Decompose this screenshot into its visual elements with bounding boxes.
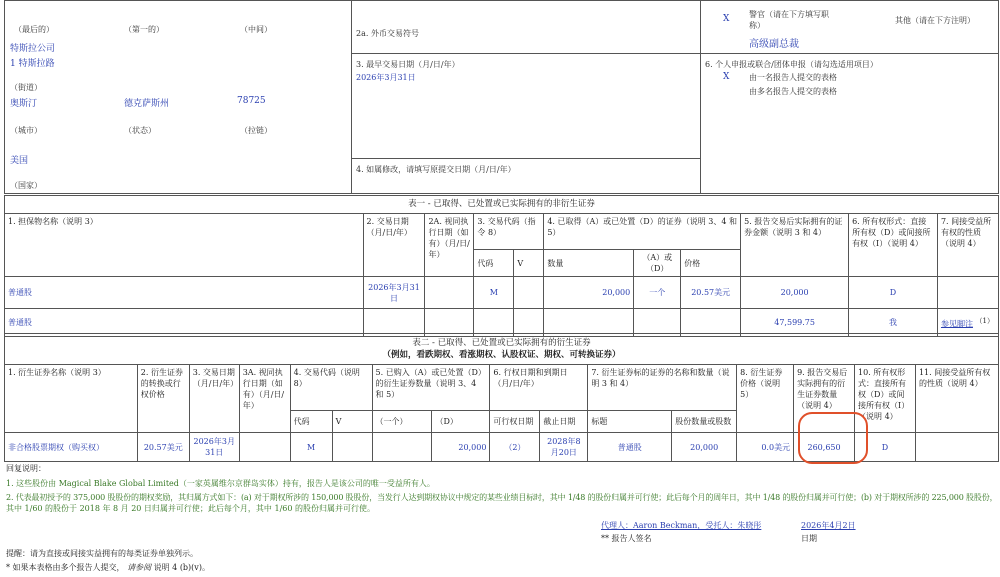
box3-label: 3. 最早交易日期（月/日/年） [356, 60, 460, 69]
date-label: 日期 [801, 534, 817, 543]
t2-r1-owned: 260,650 [794, 433, 855, 462]
header-col-divider-2 [700, 0, 701, 194]
t2-r1-d: 20,000 [432, 433, 490, 462]
multi-filer-text: * 如果本表格由多个报告人提交， [6, 563, 125, 572]
t1-sub-price: 价格 [681, 250, 741, 277]
table-two-title: 表二 - 已取得、已处置或已实际拥有的衍生证券 [412, 338, 591, 348]
signature-name: 代理人：Aaron Beckman，受托人：朱晓彤 [601, 521, 762, 530]
zip-value: 78725 [237, 96, 266, 106]
header-mid-line-2 [351, 158, 700, 159]
header-col-divider-1 [351, 0, 352, 194]
state-value: 德克萨斯州 [124, 99, 170, 109]
t2-header-underlying: 7. 衍生证券标的证券的名称和数量（说明 3 和 4） [588, 365, 737, 411]
note-2a: 2. 代表最初授予的 375,000 股股份的期权奖励，其归属方式如下：(a) 对于期权所涉的 150,000 股股份，当发行人达到期权协议中规定的某些业绩目标时，其中 1/48 的股份归属并可行使；此后每个月的周年日，其中 1/48 的股份归属并可行使；(b) 对于期权所涉的 225,000 股股份， [6, 493, 998, 502]
t1-r2-footnote: （1） [975, 316, 994, 325]
t2-header-deemed: 3A. 视同执行日期（如有）（月/日/年） [239, 365, 290, 433]
t2-r1-nature [915, 433, 998, 462]
t2-r1-exercisable: （2） [490, 433, 540, 462]
box6-option-multiple: 由多名报告人提交的表格 [749, 87, 837, 96]
street-label: （街道） [10, 83, 42, 92]
t1-r1-ad: 一个 [634, 277, 681, 309]
t1-sub-v: V [514, 250, 544, 277]
t2-header-exercise: 6. 行权日期和到期日（月/日/年） [490, 365, 588, 411]
t2-r1-expiry: 2028年8月20日 [540, 433, 588, 462]
t2-sub-code: 代码 [290, 411, 332, 433]
table-one [4, 195, 999, 337]
city-label: （城市） [10, 126, 42, 135]
t2-sub-title: 标题 [588, 411, 672, 433]
officer-label: 警官（请在下方填写职称） [749, 10, 829, 30]
t1-r1-code: M [474, 277, 514, 309]
street-value: 1 特斯拉路 [10, 59, 55, 69]
t2-r1-date: 2026年3月31日 [189, 433, 239, 462]
table-row [5, 277, 999, 309]
t2-header-date: 3. 交易日期（月/日/年） [189, 365, 239, 433]
t1-r2-owned: 47,599.75 [741, 309, 849, 337]
t2-header-owned: 9. 报告交易后实际拥有的衍生证券数量（说明 4） [794, 365, 855, 433]
other-label: 其他（请在下方注明） [895, 16, 975, 25]
t2-header-price: 2. 衍生证券的转换或行权价格 [137, 365, 189, 433]
t1-header-nature: 7. 间接受益所有权的性质（说明 4） [937, 214, 998, 277]
box6-option-single: 由一名报告人提交的表格 [749, 73, 837, 82]
t2-header-nature: 11. 间接受益所有权的性质（说明 4） [915, 365, 998, 433]
multi-filer-tail: 说明 4 (b)(v)。 [153, 563, 210, 572]
multi-filer-ref: 请参阅 [127, 563, 152, 572]
t1-r1-date: 2026年3月31日 [363, 277, 425, 309]
t1-header-form: 6. 所有权形式：直接所有权（D）或间接所有权（I）（说明 4） [849, 214, 938, 277]
table-one-title: 表一 - 已取得、已处置或已实际拥有的非衍生证券 [5, 196, 999, 214]
t1-sub-code: 代码 [474, 250, 514, 277]
t2-r1-shares: 20,000 [672, 433, 737, 462]
t1-header-code: 3. 交易代码（指令 8） [474, 214, 544, 250]
officer-check-mark[interactable]: X [723, 14, 730, 24]
t1-r1-nature [937, 277, 998, 309]
t1-r1-price: 20.57美元 [681, 277, 741, 309]
t1-r1-owned: 20,000 [741, 277, 849, 309]
t1-header-security: 1. 担保物名称（说明 3） [5, 214, 364, 277]
highlight-circle [798, 412, 868, 464]
t2-header-deriv-price: 8. 衍生证券价格（说明 5） [737, 365, 794, 433]
box6-label: 6. 个人申报或联合/团体申报（请勾选适用项目） [705, 60, 878, 69]
t2-header-number: 5. 已购入（A）或已处置（D）的衍生证券数量（说明 3、4 和 5） [372, 365, 490, 411]
t1-header-owned: 5. 报告交易后实际拥有的证券金额（说明 3 和 4） [741, 214, 849, 277]
t2-r1-name: 非合格股票期权（购买权） [5, 433, 138, 462]
t2-r1-v [332, 433, 372, 462]
notes-heading: 回复说明： [6, 464, 46, 473]
t2-sub-exercisable: 可行权日期 [490, 411, 540, 433]
t2-sub-v: V [332, 411, 372, 433]
t2-header-code: 4. 交易代码（说明 8） [290, 365, 372, 411]
t1-header-date: 2. 交易日期（月/日/年） [363, 214, 425, 277]
zip-label: （拉链） [240, 126, 272, 135]
t1-sub-amount: 数量 [544, 250, 634, 277]
middle-name-label: （中间） [240, 25, 272, 34]
t1-header-deemed-date: 2A. 视同执行日期（如有）（月/日/年） [425, 214, 474, 277]
country-label: （国家） [10, 181, 42, 190]
t1-r1-name: 普通股 [5, 277, 364, 309]
t2-sub-d: （D） [432, 411, 490, 433]
t1-r1-amount: 20,000 [544, 277, 634, 309]
company-name: 特斯拉公司 [10, 44, 56, 54]
t1-r2-nature[interactable]: 参见脚注 [940, 319, 973, 329]
t2-header-form: 10. 所有权形式：直接所有权（D）或间接所有权（I）（说明 4） [855, 365, 916, 433]
note-2b: 其中 1/60 的股份于 2018 年 8 月 20 日归属并可行使；此后每个月，其中 1/60 的股份归属并可行使。 [6, 504, 375, 513]
box4-label: 4. 如属修改，请填写原提交日期（月/日/年） [356, 165, 516, 174]
t1-sub-ad: （A）或（D） [634, 250, 681, 277]
t2-sub-shares: 股份数量或股数 [672, 411, 737, 433]
t1-r1-deemed [425, 277, 474, 309]
t2-r1-title: 普通股 [588, 433, 672, 462]
state-label: （状态） [124, 126, 156, 135]
t2-sub-a: （一个） [372, 411, 432, 433]
t1-r1-v [514, 277, 544, 309]
note-1: 1. 这些股份由 Magical Blake Global Limited（一家英属维尔京群岛实体）持有，报告人是该公司的唯一受益所有人。 [6, 479, 435, 488]
multi-filer-note [6, 562, 210, 573]
first-name-label: （第一的） [124, 25, 164, 34]
t2-r1-price: 20.57美元 [137, 433, 189, 462]
t2-r1-a [372, 433, 432, 462]
last-name-label: （最后的） [14, 25, 54, 34]
header-right-line [700, 53, 999, 54]
t2-r1-code: M [290, 433, 332, 462]
t2-r1-form: D [855, 433, 916, 462]
t1-r2-name: 普通股 [5, 309, 364, 337]
t2-header-security: 1. 衍生证券名称（说明 3） [5, 365, 138, 433]
t1-r2-form: 我 [849, 309, 938, 337]
header-mid-line-1 [351, 53, 700, 54]
t1-header-acquired: 4. 已取得（A）或已处置（D）的证券（说明 3、4 和 5） [544, 214, 741, 250]
reminder-text: 提醒：请为直接或间接实益拥有的每类证券单独列示。 [6, 549, 198, 558]
box6-check-mark[interactable]: X [723, 72, 730, 82]
t2-sub-expiry: 截止日期 [540, 411, 588, 433]
country-value: 美国 [10, 156, 29, 166]
officer-title: 高级副总裁 [749, 39, 799, 50]
box3-value: 2026年3月31日 [356, 73, 416, 82]
t2-r1-deriv-price: 0.0美元 [737, 433, 794, 462]
t1-r1-form: D [849, 277, 938, 309]
box2a-label: 2a. 外币交易符号 [356, 29, 419, 38]
t2-r1-deemed [239, 433, 290, 462]
city-value: 奥斯汀 [10, 99, 38, 109]
signature-label: ** 报告人签名 [601, 534, 652, 543]
signature-date: 2026年4月2日 [801, 521, 856, 530]
table-two-subtitle: （例如，看跌期权、看涨期权、认股权证、期权、可转换证券） [382, 350, 621, 360]
